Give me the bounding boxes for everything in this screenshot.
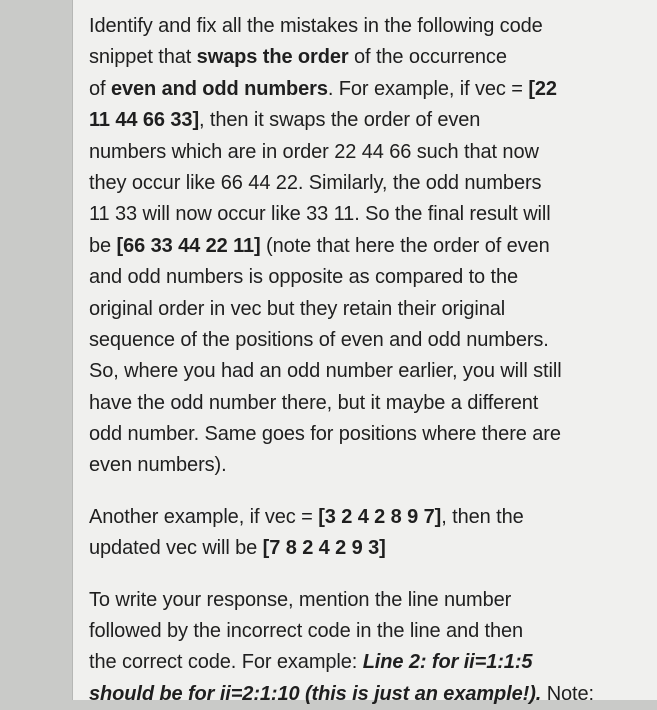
text-segment: they occur like 66 44 22. Similarly, the odd numbers — [89, 171, 542, 194]
bold-text: 11 44 66 33] — [89, 109, 200, 132]
text-segment: of the occurrence — [348, 46, 507, 69]
text-segment: be — [89, 234, 117, 257]
text-segment: , then the — [441, 505, 524, 528]
paragraph-3 — [89, 585, 594, 710]
text-segment: To write your response, mention the line number — [89, 588, 512, 611]
text-segment: So, where you had an odd number earlier, you will still — [89, 360, 562, 383]
text-segment: (note that here the order of even — [260, 234, 550, 257]
paragraph-1 — [89, 11, 589, 482]
text-line — [89, 450, 589, 481]
text-line — [89, 679, 594, 710]
text-line — [89, 419, 589, 450]
text-segment: numbers which are in order 22 44 66 such that now — [89, 140, 539, 163]
text-segment: the correct code. For example: — [89, 651, 363, 674]
text-line — [89, 168, 589, 199]
text-segment: odd number. Same goes for positions where there are — [89, 423, 561, 446]
bold-text: [66 33 44 22 11] — [116, 234, 261, 257]
text-line — [89, 231, 589, 262]
text-segment: Note: — [541, 682, 594, 705]
bold-text: [22 — [528, 77, 557, 100]
paragraph-2 — [89, 502, 589, 565]
text-segment: have the odd number there, but it maybe a different — [89, 391, 539, 414]
text-line — [89, 356, 589, 387]
text-segment: sequence of the positions of even and odd numbers. — [89, 328, 549, 351]
bold-italic-text: Line 2: for ii=1:1:5 — [362, 651, 533, 674]
bold-text: [3 2 4 2 8 9 7] — [318, 505, 442, 528]
text-line — [89, 616, 589, 647]
text-line — [89, 585, 589, 616]
text-segment: followed by the incorrect code in the line and then — [89, 620, 524, 643]
bold-text: even and odd numbers — [110, 77, 328, 100]
text-segment: Identify and fix all the mistakes in the following code — [89, 15, 543, 37]
bold-italic-text: should be for ii=2:1:10 (this is just an example!). — [89, 682, 542, 705]
text-segment: of — [89, 77, 111, 100]
text-line — [89, 199, 589, 230]
text-segment: and odd numbers is opposite as compared to the — [89, 266, 519, 289]
text-line — [89, 325, 589, 356]
text-segment: snippet that — [89, 46, 197, 69]
question-text — [89, 11, 594, 710]
text-line — [89, 11, 589, 42]
text-line — [89, 105, 589, 136]
text-segment: Another example, if vec = — [89, 505, 319, 528]
text-line — [89, 502, 589, 533]
text-line — [89, 137, 589, 168]
text-line — [89, 647, 589, 678]
text-line — [89, 262, 589, 293]
text-line — [89, 388, 589, 419]
text-line — [89, 294, 589, 325]
text-segment: original order in vec but they retain their original — [89, 297, 506, 320]
text-segment: . For example, if vec = — [327, 77, 529, 100]
bold-text: [7 8 2 4 2 9 3] — [262, 537, 386, 560]
text-segment: , then it swaps the order of even — [199, 109, 481, 132]
document-page — [72, 0, 657, 705]
text-segment: 11 33 will now occur like 33 11. So the final result will — [89, 203, 551, 226]
bold-text: swaps the order — [196, 46, 349, 69]
text-line — [89, 533, 589, 564]
text-line — [89, 42, 589, 73]
text-segment: even numbers). — [89, 454, 227, 477]
text-segment: updated vec will be — [89, 537, 263, 560]
text-line — [89, 74, 589, 105]
